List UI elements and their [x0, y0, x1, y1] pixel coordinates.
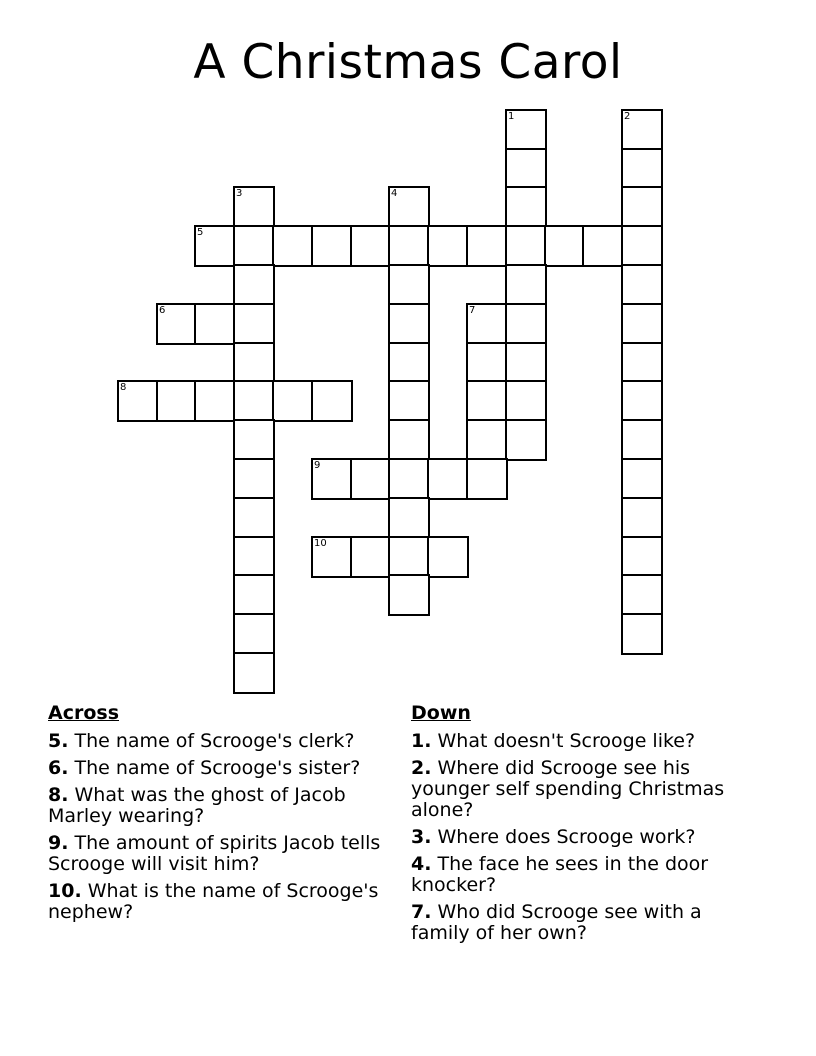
clue-across-5	[48, 731, 393, 752]
grid-cell[interactable]	[505, 148, 547, 190]
grid-cell[interactable]	[505, 109, 547, 151]
grid-cell[interactable]	[388, 264, 430, 306]
grid-cell[interactable]	[427, 225, 469, 267]
clue-across-10	[48, 881, 393, 923]
grid-cell[interactable]	[427, 458, 469, 500]
clue-down-2	[411, 758, 763, 821]
grid-cell[interactable]	[388, 458, 430, 500]
grid-cell[interactable]	[233, 186, 275, 228]
grid-cell[interactable]	[388, 342, 430, 384]
grid-cell[interactable]	[621, 109, 663, 151]
clue-text: The face he sees in the door knocker?	[411, 853, 709, 896]
grid-cell[interactable]	[427, 536, 469, 578]
grid-cell[interactable]	[272, 380, 314, 422]
clue-text: The name of Scrooge's sister?	[68, 757, 361, 779]
grid-cell[interactable]	[233, 458, 275, 500]
clue-down-4	[411, 854, 763, 896]
grid-cell[interactable]	[466, 303, 508, 345]
clue-down-7	[411, 902, 763, 944]
grid-cell[interactable]	[466, 225, 508, 267]
grid-cell[interactable]	[117, 380, 159, 422]
grid-cell[interactable]	[350, 225, 392, 267]
down-clues	[411, 703, 763, 950]
grid-cell[interactable]	[194, 380, 236, 422]
grid-cell[interactable]	[233, 613, 275, 655]
grid-cell[interactable]	[311, 380, 353, 422]
grid-cell[interactable]	[233, 574, 275, 616]
clue-down-3	[411, 827, 763, 848]
cell-number: 7	[469, 305, 476, 316]
grid-cell[interactable]	[466, 458, 508, 500]
grid-cell[interactable]	[505, 342, 547, 384]
grid-cell[interactable]	[388, 536, 430, 578]
grid-cell[interactable]	[233, 497, 275, 539]
clue-text: The name of Scrooge's clerk?	[68, 730, 355, 752]
grid-cell[interactable]	[621, 148, 663, 190]
grid-cell[interactable]	[621, 419, 663, 461]
grid-cell[interactable]	[621, 186, 663, 228]
clue-across-6	[48, 758, 393, 779]
grid-cell[interactable]	[505, 225, 547, 267]
grid-cell[interactable]	[156, 303, 198, 345]
down-heading: Down	[411, 702, 471, 724]
clue-down-1	[411, 731, 763, 752]
grid-cell[interactable]	[388, 497, 430, 539]
grid-cell[interactable]	[388, 380, 430, 422]
grid-cell[interactable]	[621, 342, 663, 384]
grid-cell[interactable]	[272, 225, 314, 267]
clue-text: Where does Scrooge work?	[431, 826, 696, 848]
clue-text: Where did Scrooge see his younger self spending Christmas alone?	[411, 757, 725, 821]
grid-cell[interactable]	[466, 380, 508, 422]
grid-cell[interactable]	[621, 303, 663, 345]
grid-cell[interactable]	[466, 342, 508, 384]
grid-cell[interactable]	[194, 303, 236, 345]
grid-cell[interactable]	[621, 264, 663, 306]
grid-cell[interactable]	[350, 458, 392, 500]
clue-number: 9.	[48, 832, 69, 854]
across-heading: Across	[48, 702, 120, 724]
grid-cell[interactable]	[582, 225, 624, 267]
clue-text: What is the name of Scrooge's nephew?	[48, 880, 379, 923]
grid-cell[interactable]	[233, 303, 275, 345]
clue-number: 7.	[411, 901, 432, 923]
grid-cell[interactable]	[621, 497, 663, 539]
clue-text: What was the ghost of Jacob Marley wearing?	[48, 784, 346, 827]
clue-text: Who did Scrooge see with a family of her own?	[411, 901, 702, 944]
grid-cell[interactable]	[311, 225, 353, 267]
cell-number: 1	[508, 111, 515, 122]
grid-cell[interactable]	[466, 419, 508, 461]
clue-number: 6.	[48, 757, 69, 779]
grid-cell[interactable]	[233, 419, 275, 461]
grid-cell[interactable]	[311, 536, 353, 578]
grid-cell[interactable]	[388, 303, 430, 345]
cell-number: 4	[391, 188, 398, 199]
grid-cell[interactable]	[350, 536, 392, 578]
grid-cell[interactable]	[311, 458, 353, 500]
grid-cell[interactable]	[544, 225, 586, 267]
grid-cell[interactable]	[505, 186, 547, 228]
grid-cell[interactable]	[233, 652, 275, 694]
clue-number: 2.	[411, 757, 432, 779]
clue-across-8	[48, 785, 393, 827]
across-clues	[48, 703, 393, 929]
grid-cell[interactable]	[194, 225, 236, 267]
cell-number: 6	[159, 305, 166, 316]
grid-cell[interactable]	[621, 574, 663, 616]
grid-cell[interactable]	[621, 613, 663, 655]
grid-cell[interactable]	[233, 225, 275, 267]
grid-cell[interactable]	[388, 225, 430, 267]
grid-cell[interactable]	[388, 574, 430, 616]
clue-number: 10.	[48, 880, 82, 902]
clue-number: 4.	[411, 853, 432, 875]
grid-cell[interactable]	[505, 380, 547, 422]
grid-cell[interactable]	[621, 380, 663, 422]
grid-cell[interactable]	[233, 342, 275, 384]
cell-number: 8	[120, 382, 127, 393]
grid-cell[interactable]	[621, 536, 663, 578]
grid-cell[interactable]	[621, 225, 663, 267]
clue-number: 1.	[411, 730, 432, 752]
grid-cell[interactable]	[621, 458, 663, 500]
cell-number: 2	[624, 111, 631, 122]
grid-cell[interactable]	[233, 264, 275, 306]
page-title: A Christmas Carol	[193, 35, 623, 90]
clue-across-9	[48, 833, 393, 875]
cell-number: 5	[197, 227, 204, 238]
grid-cell[interactable]	[388, 419, 430, 461]
grid-cell[interactable]	[233, 536, 275, 578]
grid-cell[interactable]	[505, 419, 547, 461]
clue-number: 5.	[48, 730, 69, 752]
grid-cell[interactable]	[505, 303, 547, 345]
cell-number: 3	[236, 188, 243, 199]
grid-cell[interactable]	[233, 380, 275, 422]
cell-number: 9	[314, 460, 321, 471]
clue-number: 3.	[411, 826, 432, 848]
cell-number: 10	[314, 538, 327, 549]
grid-cell[interactable]	[388, 186, 430, 228]
clue-text: What doesn't Scrooge like?	[431, 730, 696, 752]
clue-text: The amount of spirits Jacob tells Scrooge will visit him?	[48, 832, 381, 875]
grid-cell[interactable]	[505, 264, 547, 306]
clue-number: 8.	[48, 784, 69, 806]
grid-cell[interactable]	[156, 380, 198, 422]
